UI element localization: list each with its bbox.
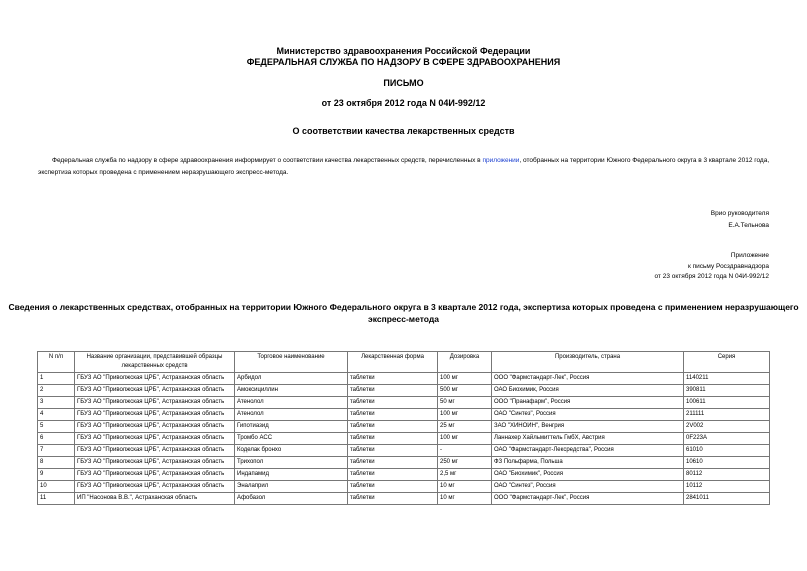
cell-organization: ГБУЗ АО "Приволжская ЦРБ", Астраханская область (75, 373, 235, 385)
cell-series: 2841011 (684, 493, 770, 505)
cell-manufacturer: ОАО "Синтез", Россия (492, 409, 684, 421)
col-series-header: Серия (684, 352, 770, 373)
table-row (38, 481, 770, 493)
document-subject: О соответствии качества лекарственных средств (292, 126, 515, 136)
cell-dosage: 10 мг (438, 493, 492, 505)
cell-organization: ГБУЗ АО "Приволжская ЦРБ", Астраханская область (75, 409, 235, 421)
cell-form: таблетки (348, 493, 438, 505)
signature-position: Врио руководителя (710, 210, 769, 217)
cell-series: 390811 (684, 385, 770, 397)
cell-series: 10112 (684, 481, 770, 493)
cell-series: 10610 (684, 457, 770, 469)
cell-number: 5 (38, 421, 75, 433)
cell-organization: ГБУЗ АО "Приволжская ЦРБ", Астраханская область (75, 385, 235, 397)
col-number-header: N п/п (38, 352, 75, 373)
cell-form: таблетки (348, 385, 438, 397)
cell-trade-name: Трихопол (235, 457, 348, 469)
table-row (38, 385, 770, 397)
col-organization-header: Название организации, представившей образцы лекарственных средств (75, 352, 235, 373)
cell-trade-name: Тромбо АСС (235, 433, 348, 445)
cell-dosage: 500 мг (438, 385, 492, 397)
table-row (38, 433, 770, 445)
cell-form: таблетки (348, 433, 438, 445)
cell-dosage: 25 мг (438, 421, 492, 433)
table-row (38, 409, 770, 421)
col-dosage-header: Дозировка (438, 352, 492, 373)
cell-organization: ГБУЗ АО "Приволжская ЦРБ", Астраханская область (75, 457, 235, 469)
cell-dosage: 2,5 мг (438, 469, 492, 481)
col-manufacturer-header: Производитель, страна (492, 352, 684, 373)
table-row (38, 469, 770, 481)
appendix-link[interactable]: приложении (482, 157, 520, 164)
cell-manufacturer: ОАО Биохимик, Россия (492, 385, 684, 397)
cell-manufacturer: ФЗ Польфарма, Польша (492, 457, 684, 469)
cell-number: 10 (38, 481, 75, 493)
col-form-header: Лекарственная форма (348, 352, 438, 373)
cell-dosage: 50 мг (438, 397, 492, 409)
cell-series: 0F223A (684, 433, 770, 445)
cell-number: 4 (38, 409, 75, 421)
appendix-label: Приложение (730, 252, 769, 259)
cell-dosage: 100 мг (438, 409, 492, 421)
cell-manufacturer: ОАО "Фармстандарт-Лексредства", Россия (492, 445, 684, 457)
cell-trade-name: Гипотиазид (235, 421, 348, 433)
table-title: Сведения о лекарственных средствах, отобранных на территории Южного Федерального округа в 3 квартале 2012 года, экспертиза которых проведена с применением неразрушающего экспресс-метода (8, 302, 799, 324)
table-row (38, 397, 770, 409)
cell-manufacturer: ОАО "Биохимик", Россия (492, 469, 684, 481)
table-row (38, 373, 770, 385)
cell-form: таблетки (348, 457, 438, 469)
body-text-before: Федеральная служба по надзору в сфере здравоохранения информирует о соответствии качества лекарственных средств, перечисленных в (52, 157, 483, 164)
cell-manufacturer: ООО "Фармстандарт-Лек", Россия (492, 493, 684, 505)
cell-manufacturer: ООО "Фармстандарт-Лек", Россия (492, 373, 684, 385)
cell-series: 2V002 (684, 421, 770, 433)
cell-dosage: 100 мг (438, 433, 492, 445)
ministry-name: Министерство здравоохранения Российской Федерации (276, 46, 531, 56)
cell-form: таблетки (348, 481, 438, 493)
cell-manufacturer: ЗАО "ХИНОИН", Венгрия (492, 421, 684, 433)
cell-organization: ГБУЗ АО "Приволжская ЦРБ", Астраханская область (75, 397, 235, 409)
cell-series: 1140211 (684, 373, 770, 385)
cell-number: 9 (38, 469, 75, 481)
cell-number: 7 (38, 445, 75, 457)
drugs-table (37, 351, 770, 505)
cell-number: 3 (38, 397, 75, 409)
cell-form: таблетки (348, 469, 438, 481)
body-paragraph (38, 155, 778, 179)
cell-organization: ГБУЗ АО "Приволжская ЦРБ", Астраханская область (75, 445, 235, 457)
cell-organization: ГБУЗ АО "Приволжская ЦРБ", Астраханская область (75, 469, 235, 481)
appendix-date: от 23 октября 2012 года N 04И-992/12 (654, 273, 769, 280)
cell-number: 2 (38, 385, 75, 397)
cell-trade-name: Атенолол (235, 409, 348, 421)
cell-organization: ГБУЗ АО "Приволжская ЦРБ", Астраханская область (75, 433, 235, 445)
cell-series: 61010 (684, 445, 770, 457)
cell-form: таблетки (348, 409, 438, 421)
body-text-after: , отобранных на территории Южного Федерального округа в 3 квартале 2012 года, экспертиза которых проведена с применением неразрушающего экспресс-метода. (38, 157, 770, 176)
table-row (38, 445, 770, 457)
cell-manufacturer: Ланнахер Хайльмиттель ГмбХ, Австрия (492, 433, 684, 445)
cell-organization: ГБУЗ АО "Приволжская ЦРБ", Астраханская область (75, 481, 235, 493)
table-row (38, 457, 770, 469)
cell-trade-name: Индапамид (235, 469, 348, 481)
appendix-ref: к письму Росздравнадзора (687, 263, 769, 270)
cell-form: таблетки (348, 421, 438, 433)
cell-trade-name: Афобазол (235, 493, 348, 505)
cell-trade-name: Коделак бронхо (235, 445, 348, 457)
cell-organization: ГБУЗ АО "Приволжская ЦРБ", Астраханская область (75, 421, 235, 433)
cell-trade-name: Эналаприл (235, 481, 348, 493)
cell-trade-name: Арбидол (235, 373, 348, 385)
cell-number: 6 (38, 433, 75, 445)
cell-number: 8 (38, 457, 75, 469)
cell-manufacturer: ОАО "Синтез", Россия (492, 481, 684, 493)
table-header-row (38, 352, 770, 373)
cell-manufacturer: ООО "Пранафарм", Россия (492, 397, 684, 409)
service-name: ФЕДЕРАЛЬНАЯ СЛУЖБА ПО НАДЗОРУ В СФЕРЕ ЗДРАВООХРАНЕНИЯ (246, 57, 561, 67)
cell-series: 80112 (684, 469, 770, 481)
cell-dosage: 100 мг (438, 373, 492, 385)
cell-form: таблетки (348, 397, 438, 409)
col-trade-name-header: Торговое наименование (235, 352, 348, 373)
document-type: ПИСЬМО (383, 78, 424, 88)
cell-organization: ИП "Насонова В.В.", Астраханская область (75, 493, 235, 505)
cell-number: 11 (38, 493, 75, 505)
cell-series: 100611 (684, 397, 770, 409)
table-row (38, 421, 770, 433)
table-row (38, 493, 770, 505)
signature-name: Е.А.Тельнова (728, 222, 769, 229)
cell-form: таблетки (348, 373, 438, 385)
cell-series: 211111 (684, 409, 770, 421)
cell-dosage: 10 мг (438, 481, 492, 493)
cell-form: таблетки (348, 445, 438, 457)
cell-dosage: 250 мг (438, 457, 492, 469)
cell-trade-name: Амоксициллин (235, 385, 348, 397)
cell-number: 1 (38, 373, 75, 385)
cell-dosage: - (438, 445, 492, 457)
document-date: от 23 октября 2012 года N 04И-992/12 (321, 98, 486, 108)
cell-trade-name: Атенолол (235, 397, 348, 409)
